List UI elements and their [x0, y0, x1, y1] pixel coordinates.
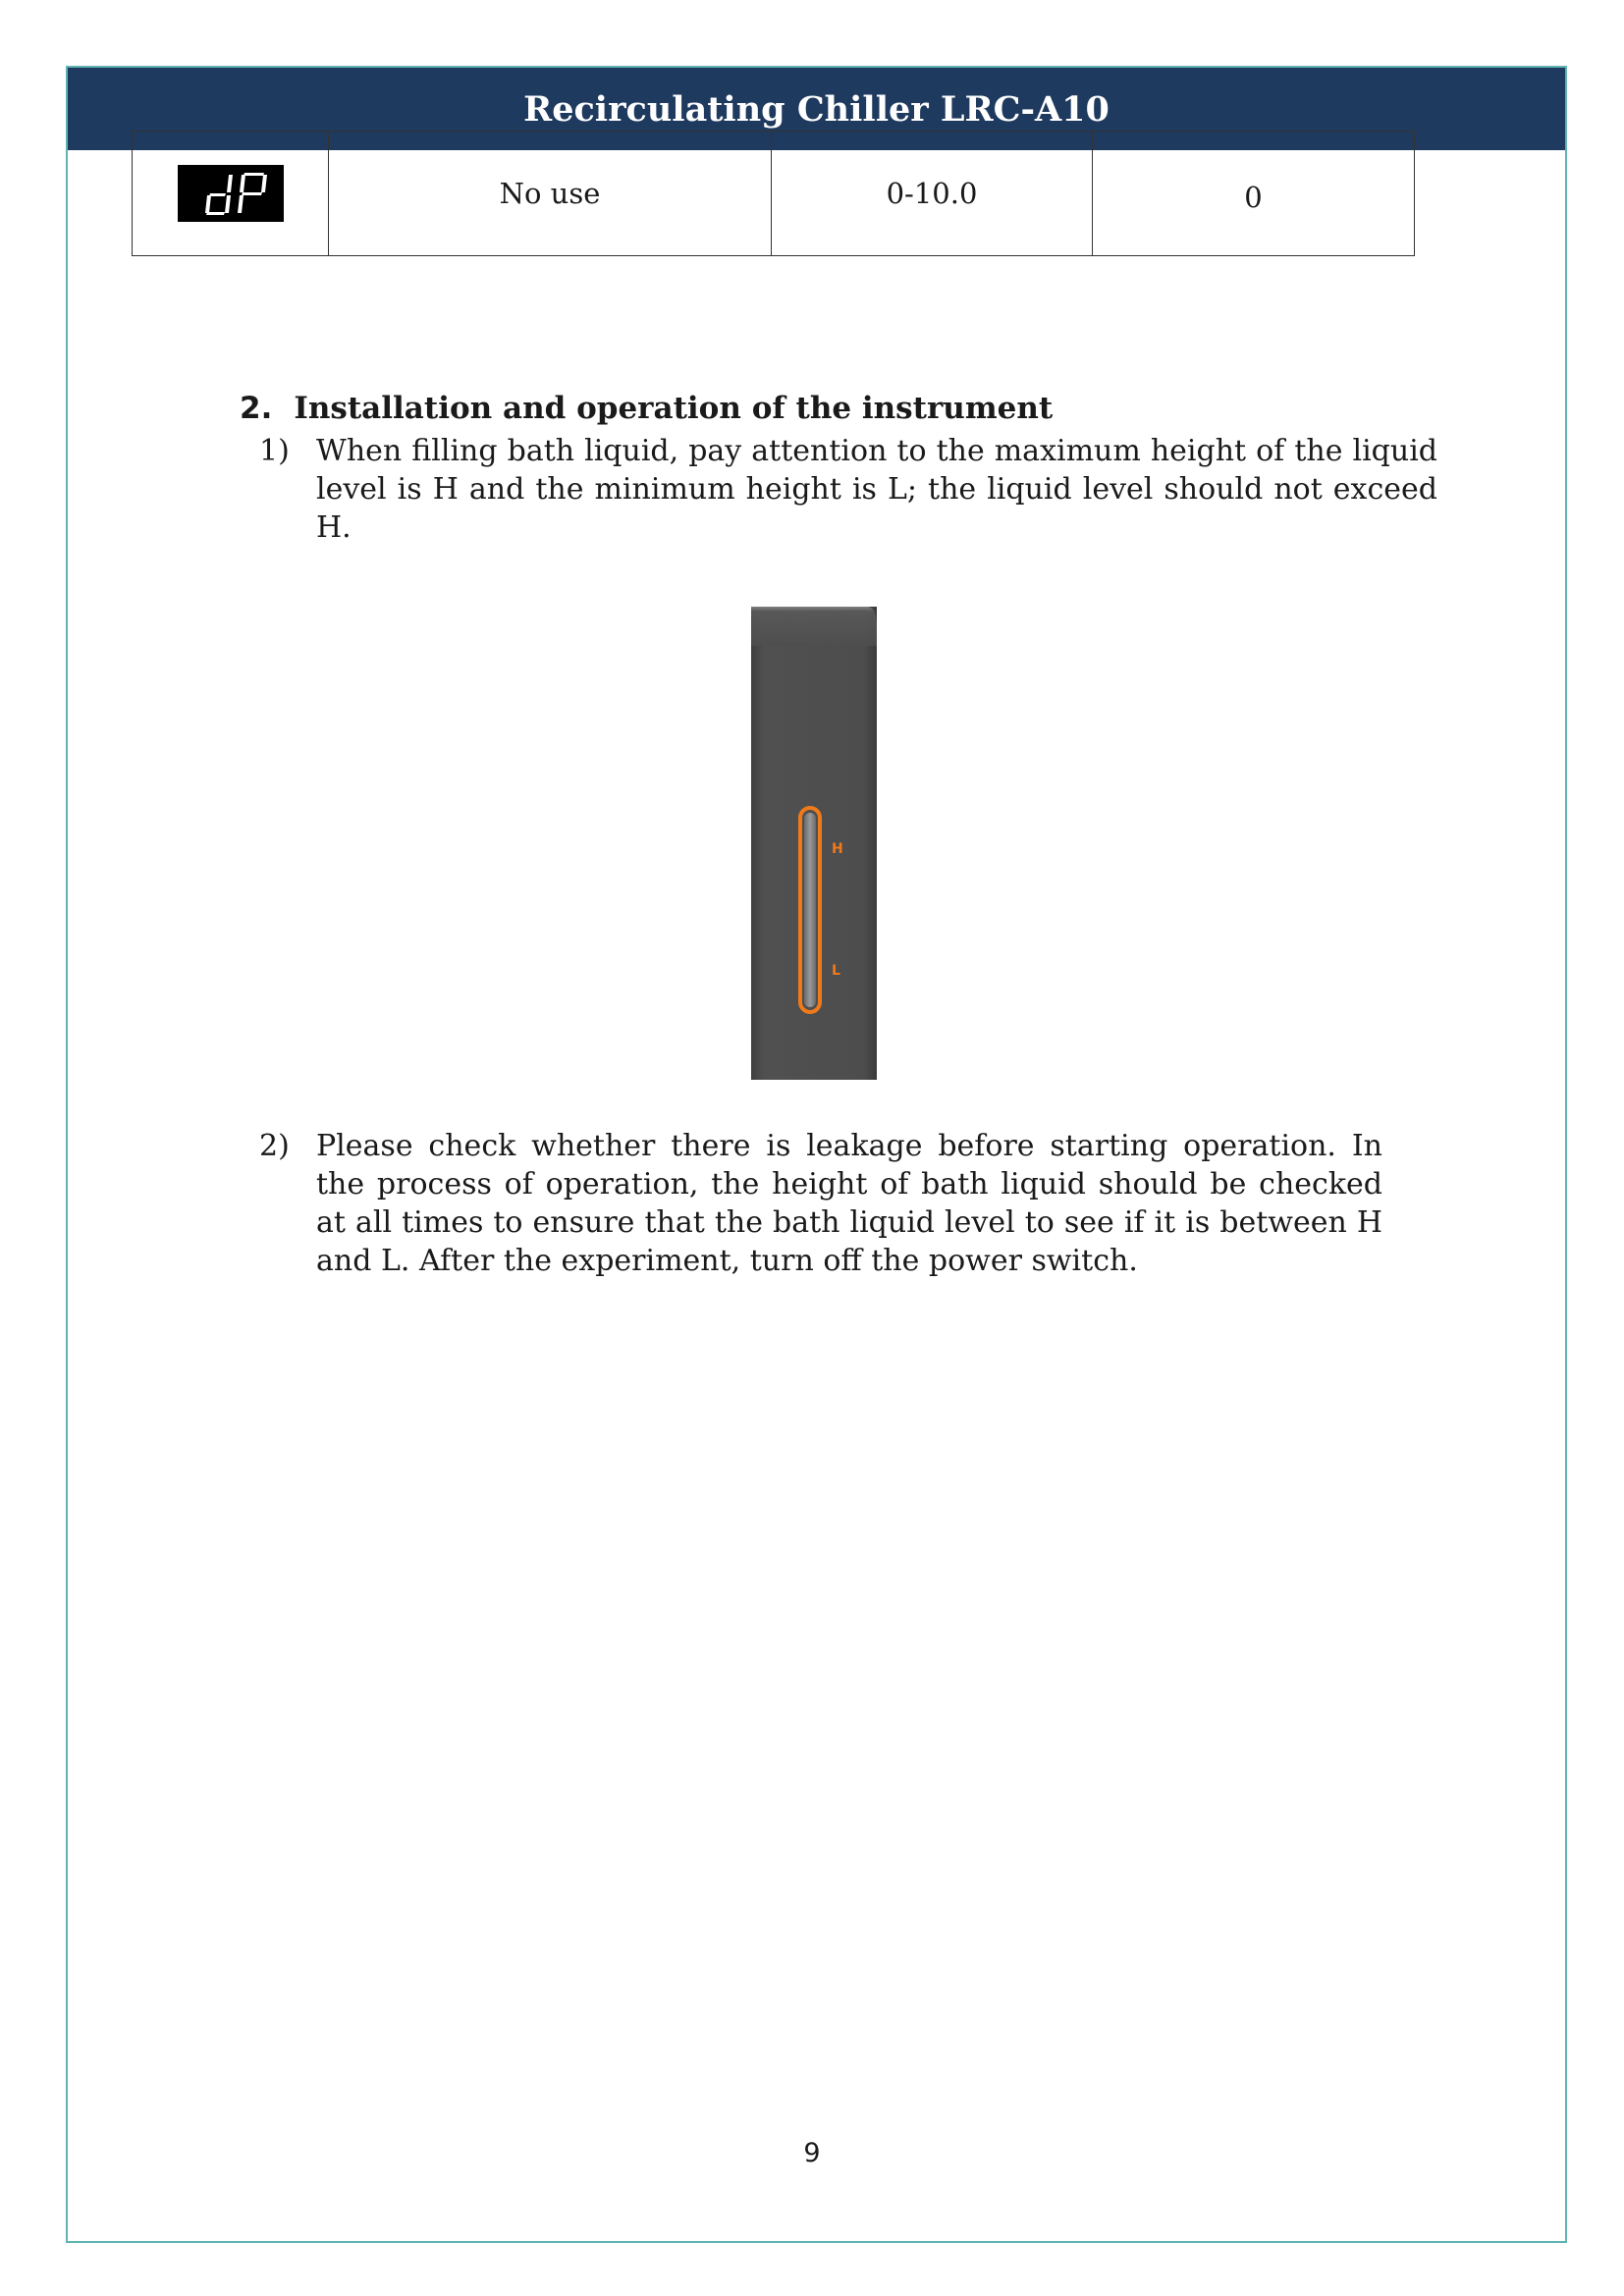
table-row	[133, 132, 1415, 256]
range-cell: 0-10.0	[772, 132, 1093, 256]
display-code-cell	[133, 132, 329, 256]
list-marker: 1)	[259, 434, 290, 468]
page-number: 9	[803, 2138, 821, 2168]
description-cell: No use	[329, 132, 772, 256]
section-heading	[240, 391, 1053, 426]
default-cell: 0	[1093, 132, 1415, 256]
parameter-table	[132, 131, 1415, 256]
section-number: 2.	[240, 391, 273, 426]
lcd-display-icon	[178, 165, 284, 222]
document-title: Recirculating Chiller LRC-A10	[523, 88, 1110, 130]
section-title-text: Installation and operation of the instrument	[294, 391, 1054, 426]
list-marker: 2)	[259, 1129, 290, 1163]
low-level-label: L	[832, 963, 840, 979]
liquid-level-indicator-figure	[751, 607, 877, 1080]
list-item	[259, 1127, 1382, 1280]
list-item-text: When filling bath liquid, pay attention to the maximum height of the liquid level is H and the minimum height is L; the liquid level should not exceed H.	[316, 434, 1437, 545]
high-level-label: H	[832, 841, 843, 857]
list-item-text: Please check whether there is leakage before starting operation. In the process of operation, the height of bath liquid should be checked at all times to ensure that the bath liquid level to see if it is between H and L. After the experiment, turn off the power switch.	[316, 1129, 1382, 1278]
list-item	[259, 432, 1437, 547]
